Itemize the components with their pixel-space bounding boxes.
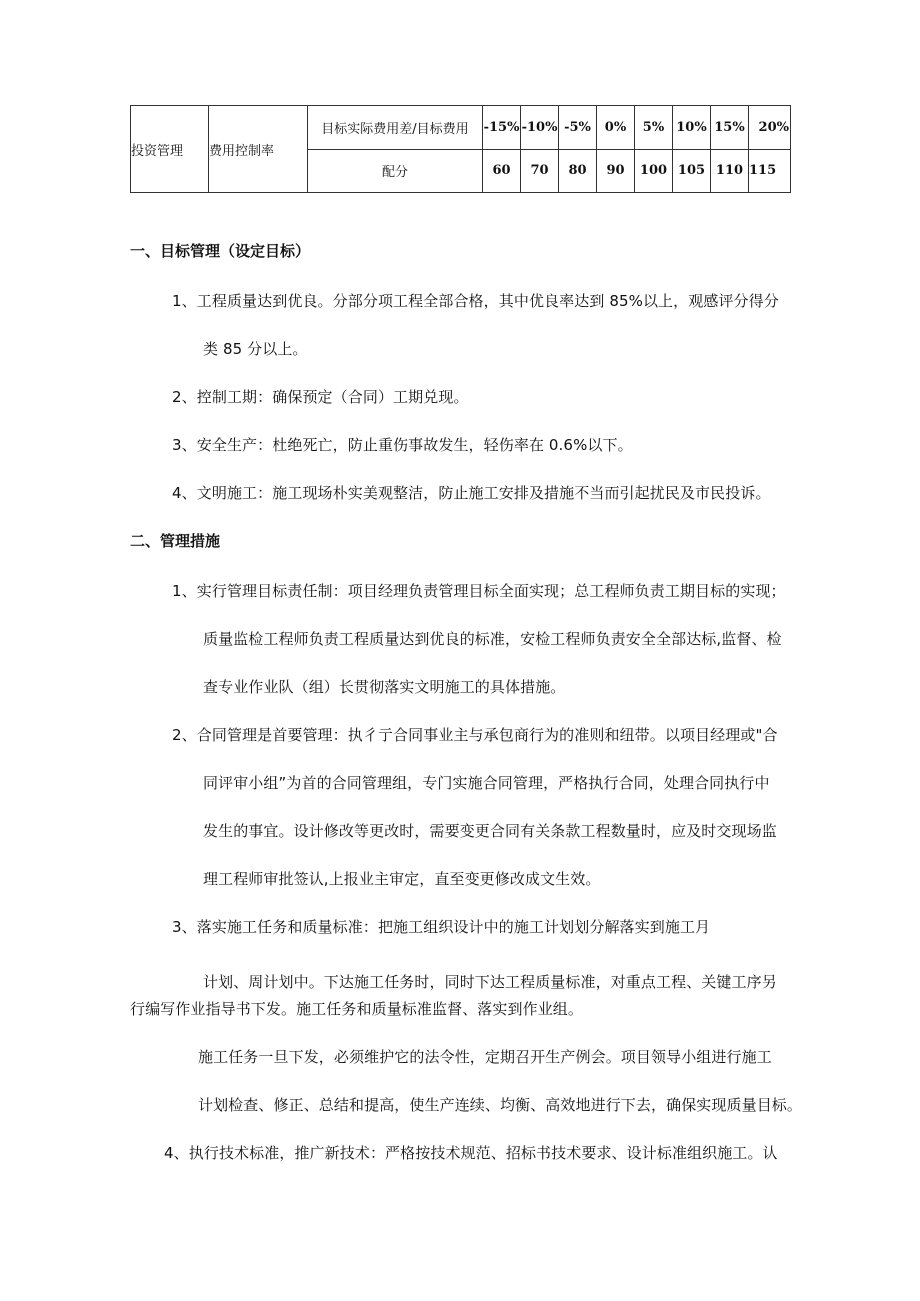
paragraph-line: 1、工程质量达到优良。分部分项工程全部合格，其中优良率达到 85%以上，观感评分得分	[172, 292, 779, 310]
table-row	[131, 106, 791, 150]
paragraph-line: 2、合同管理是首要管理：执彳亍合同事业主与承包商行为的准则和纽带。以项目经理或"合	[172, 726, 778, 744]
paragraph-line: 行编写作业指导书下发。施工任务和质量标准监督、落实到作业组。	[130, 1000, 584, 1018]
percent-cell: -15%	[483, 106, 521, 150]
percent-cell: -10%	[521, 106, 559, 150]
score-cell: 60	[483, 149, 521, 193]
category-cell: 投资管理	[131, 106, 209, 193]
paragraph-line: 4、执行技术标准，推广新技术：严格按技术规范、招标书技术要求、设计标准组织施工。认	[164, 1144, 778, 1162]
paragraph-line: 施工任务一旦下发，必须维护它的法令性，定期召开生产例会。项目领导小组进行施工	[198, 1048, 772, 1066]
score-cell: 115	[749, 149, 791, 193]
score-cell: 90	[597, 149, 635, 193]
score-cell: 70	[521, 149, 559, 193]
paragraph-line: 查专业作业队（组）长贯彻落实文明施工的具体措施。	[203, 678, 566, 696]
paragraph-line: 3、安全生产：杜绝死亡，防止重伤事故发生，轻伤率在 0.6%以下。	[172, 436, 633, 454]
paragraph-line: 2、控制工期：确保预定（合同）工期兑现。	[172, 388, 469, 406]
paragraph-line: 类 85 分以上。	[203, 340, 308, 358]
paragraph-line: 计划检查、修正、总结和提高，使生产连续、均衡、高效地进行下去，确保实现质量目标。	[198, 1096, 803, 1114]
paragraph-line: 质量监检工程师负责工程质量达到优良的标准，安检工程师负责安全全部达标,监督、检	[203, 630, 782, 648]
percent-cell: 0%	[597, 106, 635, 150]
paragraph-line: 同评审小组”为首的合同管理组，专门实施合同管理，严格执行合同，处理合同执行中	[203, 774, 770, 792]
paragraph-line: 发生的事宜。设计修改等更改时，需要变更合同有关条款工程数量时，应及时交现场监	[203, 822, 777, 840]
percent-cell: 5%	[635, 106, 673, 150]
percent-cell: 15%	[711, 106, 749, 150]
score-cell: 100	[635, 149, 673, 193]
cost-control-table	[130, 105, 791, 193]
section1-heading: 一、目标管理（设定目标）	[130, 242, 311, 260]
section2-heading: 二、管理措施	[130, 532, 221, 550]
row2-label-cell: 配分	[308, 149, 483, 193]
score-cell: 80	[559, 149, 597, 193]
paragraph-line: 3、落实施工任务和质量标准：把施工组织设计中的施工计划划分解落实到施工月	[172, 918, 711, 936]
paragraph-line: 4、文明施工：施工现场朴实美观整洁，防止施工安排及措施不当而引起扰民及市民投诉。	[172, 484, 771, 502]
score-cell: 105	[673, 149, 711, 193]
row1-label-cell: 目标实际费用差/目标费用	[308, 106, 483, 150]
item-cell: 费用控制率	[209, 106, 308, 193]
percent-cell: 10%	[673, 106, 711, 150]
percent-cell: 20%	[749, 106, 791, 150]
paragraph-line: 计划、周计划中。下达施工任务时，同时下达工程质量标准，对重点工程、关键工序另	[203, 973, 777, 991]
paragraph-line: 理工程师审批签认,上报业主审定，直至变更修改成文生效。	[203, 870, 601, 888]
percent-cell: -5%	[559, 106, 597, 150]
paragraph-line: 1、实行管理目标责任制：项目经理负责管理目标全面实现；总工程师负责工期目标的实现；	[172, 582, 786, 600]
score-cell: 110	[711, 149, 749, 193]
